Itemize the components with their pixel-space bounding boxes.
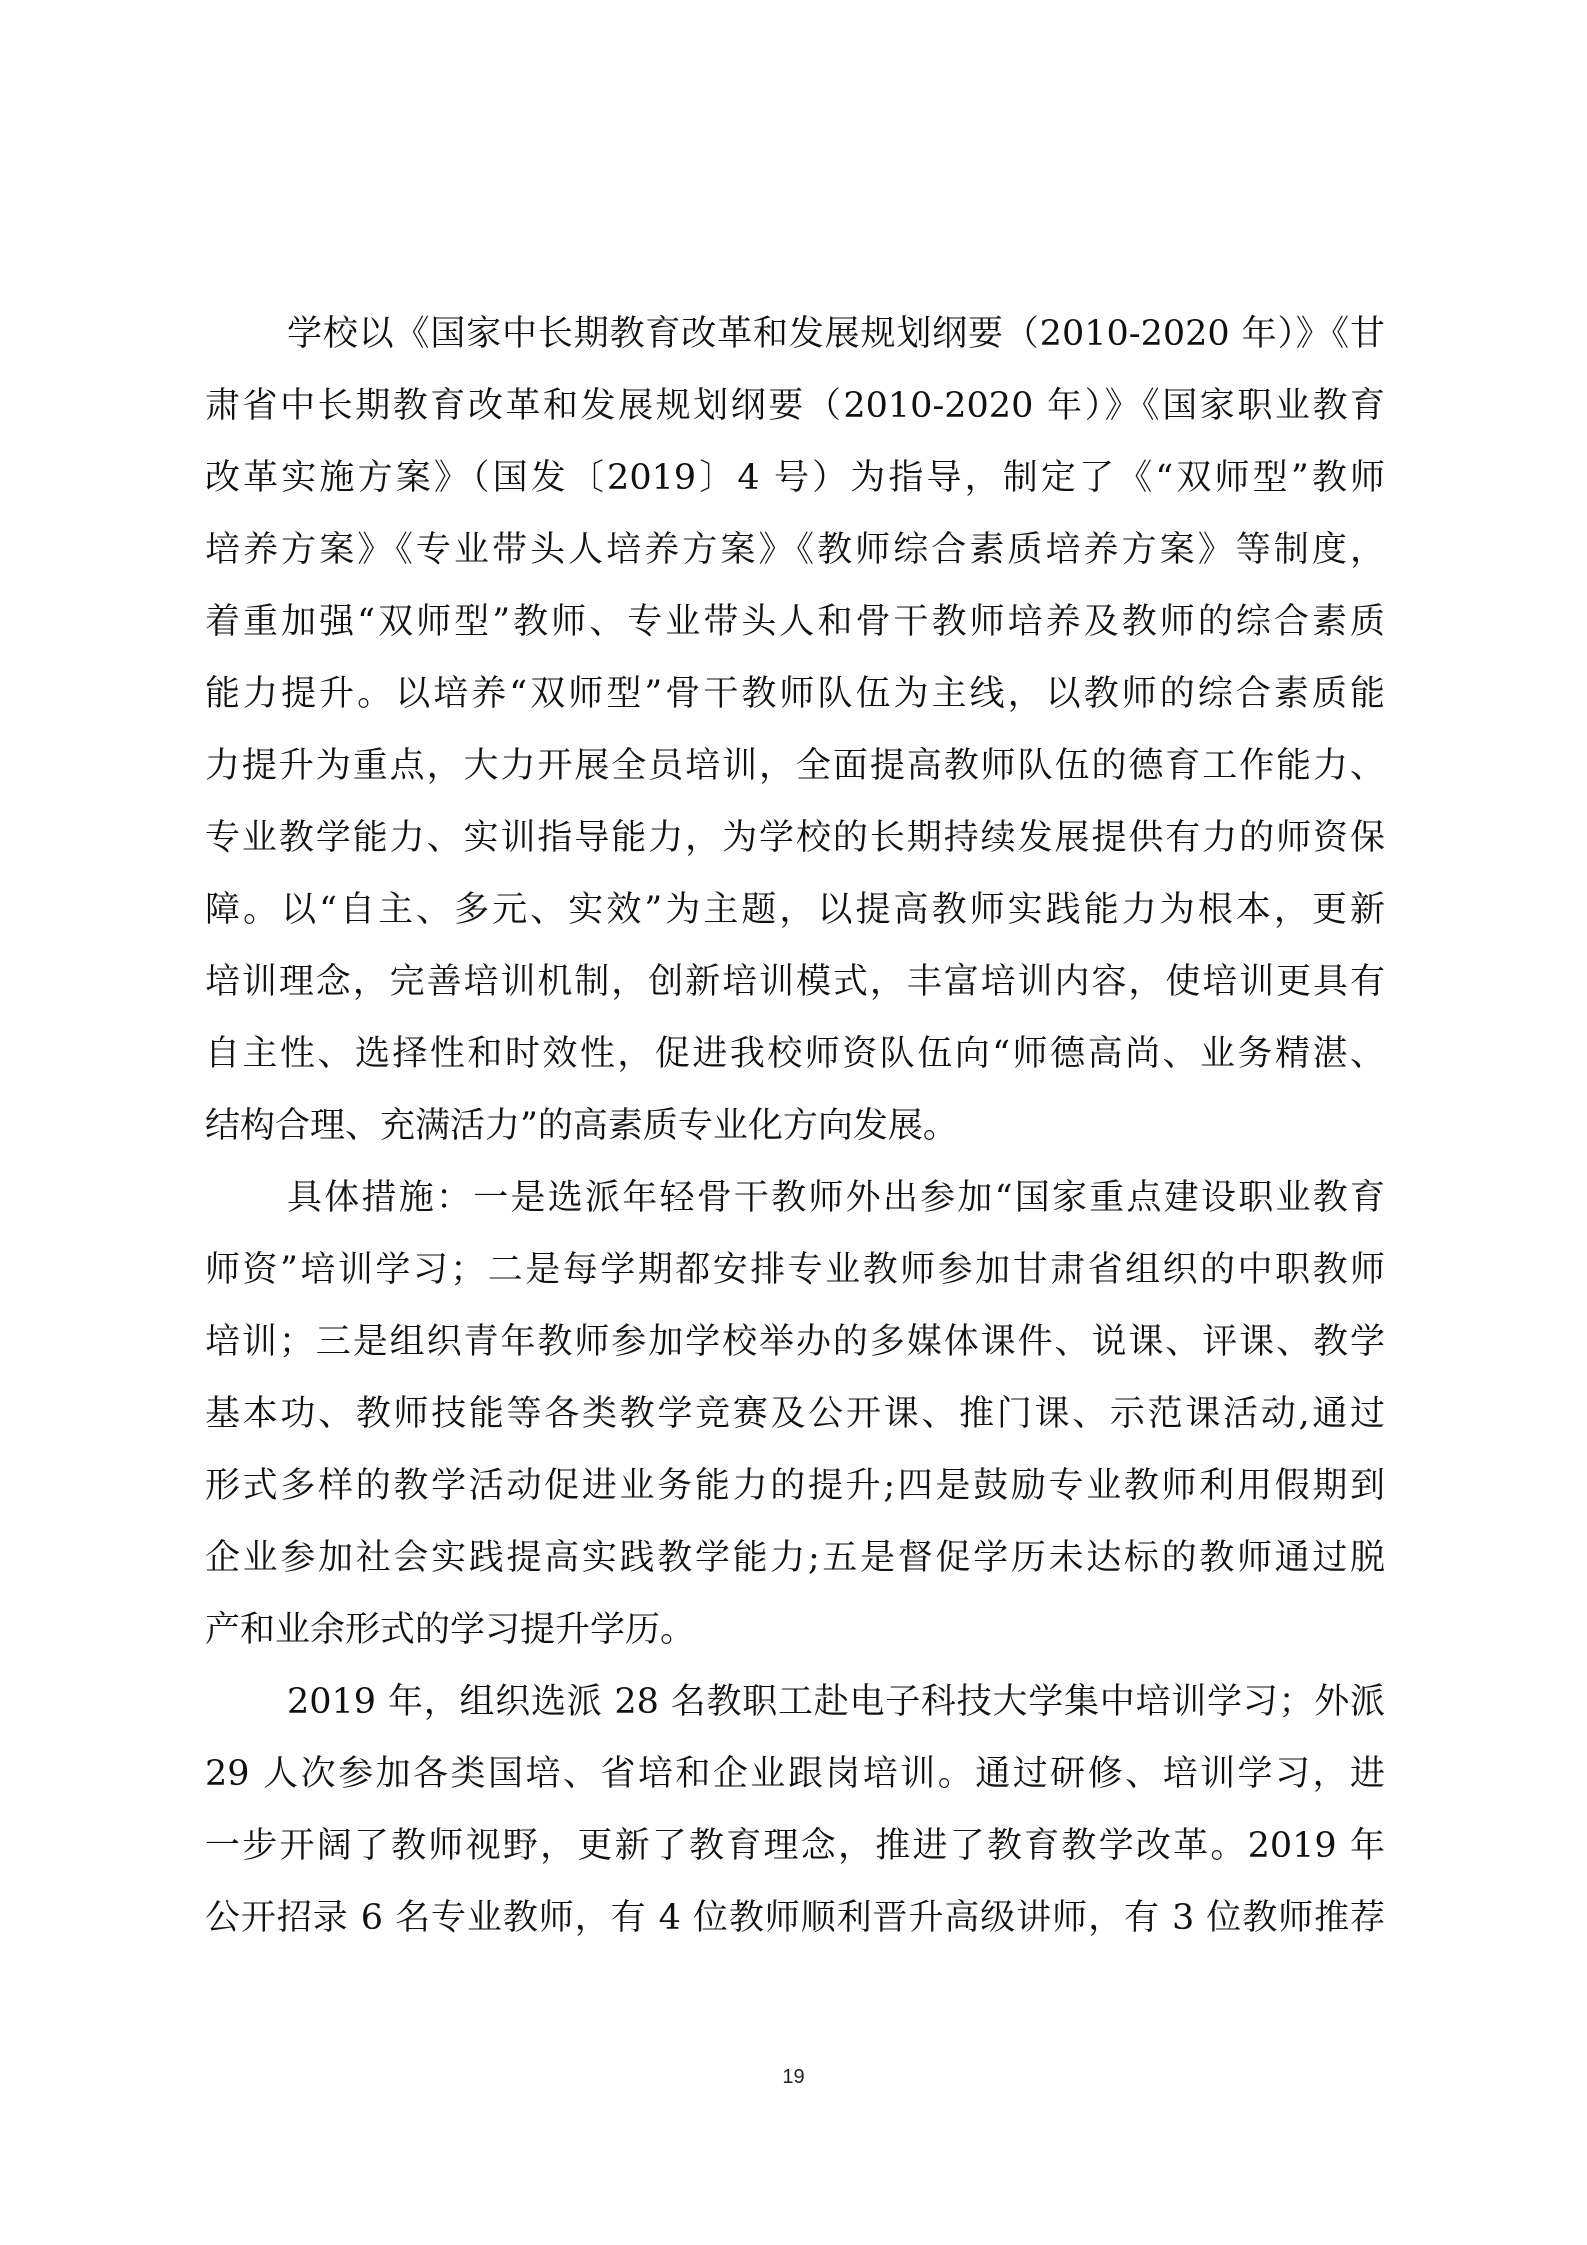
paragraph-line: 培训理念，完善培训机制，创新培训模式，丰富培训内容，使培训更具有 <box>205 962 1385 1002</box>
paragraph-line: 自主性、选择性和时效性，促进我校师资队伍向“师德高尚、业务精湛、 <box>205 1034 1385 1074</box>
paragraph-line: 障。以“自主、多元、实效”为主题，以提高教师实践能力为根本，更新 <box>205 890 1385 930</box>
paragraph-line: 一步开阔了教师视野，更新了教育理念，推进了教育教学改革。2019 年 <box>205 1826 1385 1866</box>
paragraph-line: 企业参加社会实践提高实践教学能力;五是督促学历未达标的教师通过脱 <box>205 1538 1385 1578</box>
paragraph-line: 培训；三是组织青年教师参加学校举办的多媒体课件、说课、评课、教学 <box>205 1322 1385 1362</box>
paragraph-line: 师资”培训学习；二是每学期都安排专业教师参加甘肃省组织的中职教师 <box>205 1250 1385 1290</box>
paragraph-line: 形式多样的教学活动促进业务能力的提升;四是鼓励专业教师利用假期到 <box>205 1466 1385 1506</box>
paragraph-line: 专业教学能力、实训指导能力，为学校的长期持续发展提供有力的师资保 <box>205 818 1385 858</box>
paragraph-line: 培养方案》《专业带头人培养方案》《教师综合素质培养方案》等制度， <box>205 530 1385 570</box>
paragraph-line: 公开招录 6 名专业教师，有 4 位教师顺利晋升高级讲师，有 3 位教师推荐 <box>205 1898 1385 1938</box>
paragraph-line: 2019 年，组织选派 28 名教职工赴电子科技大学集中培训学习；外派 <box>287 1682 1385 1722</box>
paragraph-line: 基本功、教师技能等各类教学竞赛及公开课、推门课、示范课活动,通过 <box>205 1394 1385 1434</box>
paragraph-line: 能力提升。以培养“双师型”骨干教师队伍为主线，以教师的综合素质能 <box>205 674 1385 714</box>
paragraph-line: 着重加强“双师型”教师、专业带头人和骨干教师培养及教师的综合素质 <box>205 602 1385 642</box>
paragraph-line: 肃省中长期教育改革和发展规划纲要（2010-2020 年）》《国家职业教育 <box>205 386 1385 426</box>
paragraph-line: 具体措施：一是选派年轻骨干教师外出参加“国家重点建设职业教育 <box>287 1178 1385 1218</box>
paragraph-line: 力提升为重点，大力开展全员培训，全面提高教师队伍的德育工作能力、 <box>205 746 1385 786</box>
body-text <box>205 298 1385 1954</box>
page-number: 19 <box>782 2066 805 2088</box>
paragraph-line: 改革实施方案》（国发〔2019〕4 号）为指导，制定了《“双师型”教师 <box>205 458 1385 498</box>
paragraph-line: 产和业余形式的学习提升学历。 <box>205 1610 696 1650</box>
paragraph-line: 29 人次参加各类国培、省培和企业跟岗培训。通过研修、培训学习，进 <box>205 1754 1385 1794</box>
paragraph-line: 学校以《国家中长期教育改革和发展规划纲要（2010-2020 年）》《甘 <box>287 314 1385 354</box>
paragraph-line: 结构合理、充满活力”的高素质专业化方向发展。 <box>205 1106 958 1146</box>
